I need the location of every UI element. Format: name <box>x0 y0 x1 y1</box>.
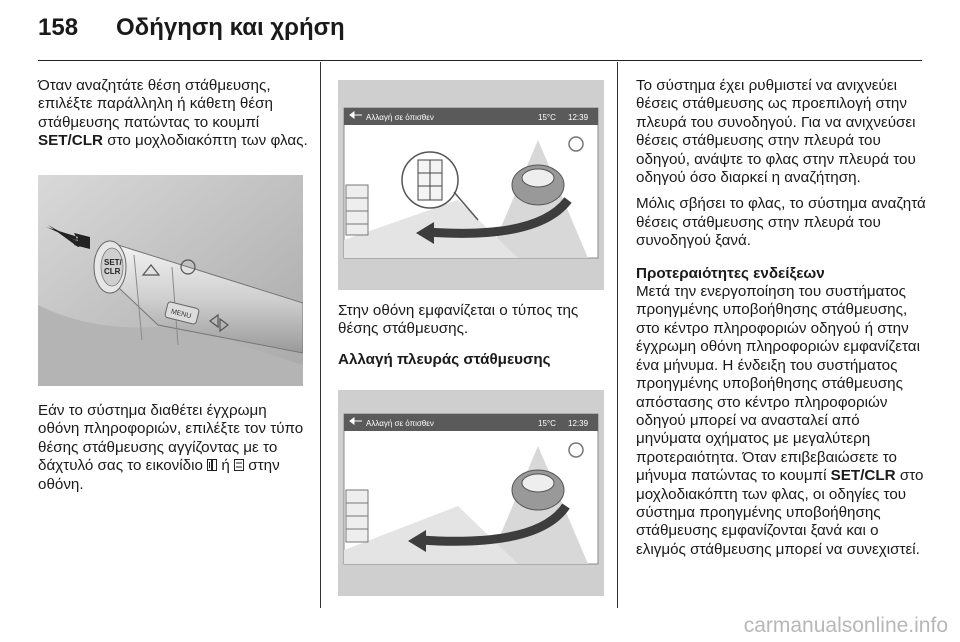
button-name: SET/CLR <box>38 132 103 150</box>
text: Όταν αναζητάτε θέση στάθμευσης, επιλέξτε παράλληλη ή κάθετη θέση στάθμευσης πατώντας το κουμπί <box>38 77 273 131</box>
section-heading: Αλλαγή πλευράς στάθμευσης <box>338 350 551 368</box>
display-screenshot-perpendicular <box>338 80 604 290</box>
column-2-text <box>338 302 608 369</box>
section-heading: Προτεραιότητες ενδείξεων <box>636 264 825 282</box>
header-rule <box>38 60 922 61</box>
perpendicular-parking-icon <box>234 458 244 470</box>
text: στο μοχλοδιακόπτη των φλας, οι οδηγίες του σύστημα προηγμένης υποβοήθησης στάθμευσης εμφανίζονται ξανά και ο ελιγμός στάθμευσης μπορεί να συνεχιστεί. <box>636 467 924 558</box>
stalk-illustration <box>38 175 303 386</box>
screen-time: 12:39 <box>568 113 589 122</box>
text: στο μοχλοδιακόπτη των φλας. <box>102 132 308 150</box>
text: ή <box>217 457 235 475</box>
column-divider-left <box>320 62 321 608</box>
parallel-parking-icon <box>207 458 217 470</box>
column-1-top <box>38 77 310 159</box>
paragraph <box>38 402 310 494</box>
paragraph: Στην οθόνη εμφανίζεται ο τύπος της θέσης στάθμευσης. <box>338 302 579 338</box>
text: στην οθόνη. <box>38 457 280 493</box>
clr-label: CLR <box>104 267 121 276</box>
page-title: Οδήγηση και χρήση <box>116 14 345 41</box>
text: Εάν το σύστημα διαθέτει έγχρωμη οθόνη πληροφοριών, επιλέξτε τον τύπο θέσης στάθμευσης αγγίζοντας με το δάχτυλό σας το εικονίδιο <box>38 402 304 475</box>
column-3 <box>636 77 926 567</box>
text: Μετά την ενεργοποίηση του συστήματος προηγμένης υποβοήθησης στάθμευσης, στο κέντρο πληροφοριών οδηγού ή στην έγχρωμη οθόνη πληροφοριών εμφανίζεται ένα μήνυμα. Η ένδειξη του συστήματος προηγμένης υποβοήθησης στάθμευσης απόστασης στο κέντρο πληροφοριών οδηγού μπορεί να ανασταλεί από μηνύματα οχήματος με μεγαλύτερη προτεραιότητα. Όταν επιβεβαιώσετε το μήνυμα πατώντας το κουμπί <box>636 283 920 485</box>
paragraph: Μόλις σβήσει το φλας, το σύστημα αναζητά θέσεις στάθμευσης στην πλευρά του συνοδηγού ξανά. <box>636 195 926 250</box>
paragraph <box>636 283 926 559</box>
menu-label: MENU <box>170 308 192 321</box>
screen-time: 12:39 <box>568 419 589 428</box>
screen-title: Αλλαγή σε όπισθεν <box>366 113 434 122</box>
page-number: 158 <box>38 14 79 41</box>
set-label: SET/ <box>104 258 122 267</box>
paragraph <box>38 77 310 151</box>
screen-temperature: 15°C <box>538 113 556 122</box>
paragraph: Το σύστημα έχει ρυθμιστεί να ανιχνεύει θέσεις στάθμευσης ως προεπιλογή στην πλευρά του συνοδηγού. Για να ανιχνεύσει θέσεις στάθμευσης στην πλευρά του οδηγού, ανάψτε το φλας στην πλευρά του οδηγού όσο διαρκεί η αναζήτηση. <box>636 77 916 187</box>
column-divider-right <box>617 62 618 608</box>
column-1-bottom <box>38 402 310 502</box>
screen-title: Αλλαγή σε όπισθεν <box>366 419 434 428</box>
display-screenshot-side-change <box>338 390 604 596</box>
button-name: SET/CLR <box>830 467 896 485</box>
watermark: carmanualsonline.info <box>743 614 948 637</box>
screen-temperature: 15°C <box>538 419 556 428</box>
